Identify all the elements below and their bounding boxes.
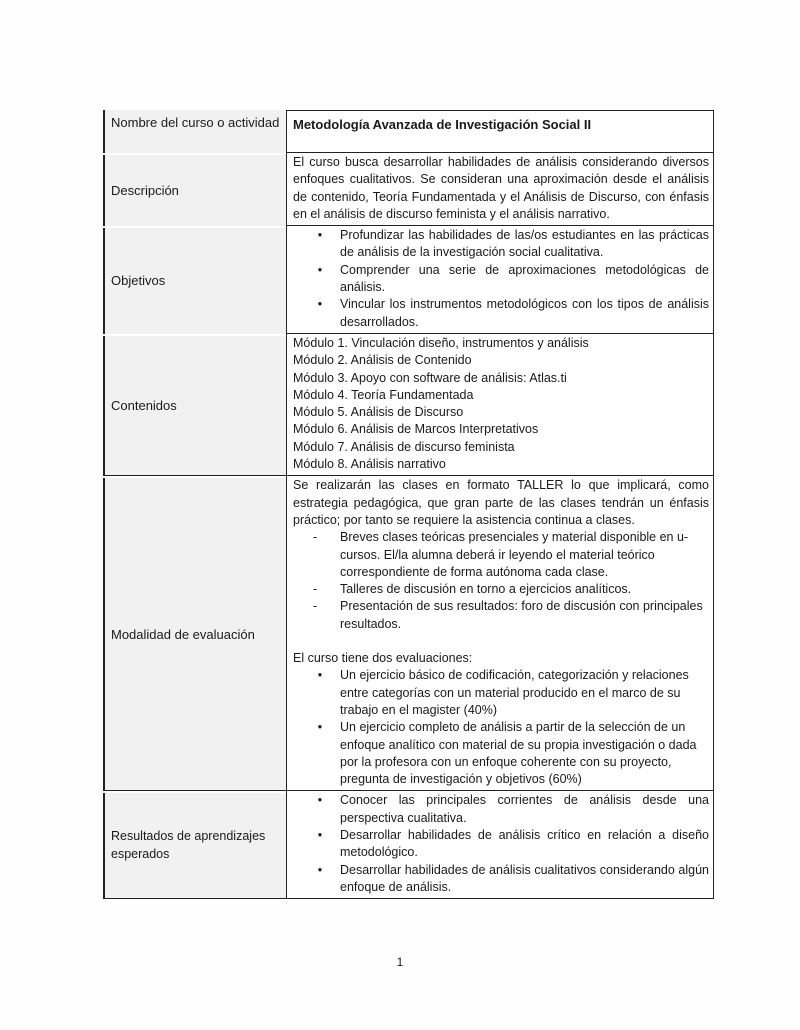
module-item: Módulo 7. Análisis de discurso feminista (293, 439, 515, 454)
module-item: Módulo 3. Apoyo con software de análisis: Atlas.ti (293, 370, 567, 385)
bullet-icon: • (317, 262, 323, 277)
evaluations-list (293, 667, 709, 788)
label-evaluation (103, 478, 286, 791)
cell-learning-outcomes (286, 791, 714, 899)
label-text: Modalidad de evaluación (111, 626, 255, 642)
outcome-item (293, 827, 709, 862)
bullet-icon: • (317, 668, 323, 683)
evaluations-intro: El curso tiene dos evaluaciones: (293, 651, 473, 666)
row-description (103, 153, 714, 226)
cell-evaluation (286, 476, 714, 791)
row-contents (103, 334, 714, 476)
label-text: Resultados de aprendizajes esperados (111, 829, 266, 861)
bullet-icon: • (317, 793, 323, 808)
course-title: Metodología Avanzada de Investigación Social II (293, 117, 592, 132)
label-learning-outcomes (103, 793, 286, 899)
page-number: 1 (396, 955, 404, 969)
outcomes-list (293, 792, 709, 896)
activity-item (293, 598, 709, 633)
evaluation-item (293, 719, 709, 788)
evaluation-intro: Se realizarán las clases en formato TALLER lo que implicará, como estrategia pedagógica, que gran parte de las clases tendrán un énfasis práctico; por tanto se requiere la asistencia continua a clases. (293, 478, 709, 527)
cell-contents (286, 334, 714, 476)
spacer (293, 633, 709, 650)
activity-item (293, 529, 709, 581)
bullet-icon: • (317, 297, 323, 312)
activities-list (293, 529, 709, 633)
module-item: Módulo 5. Análisis de Discurso (293, 405, 464, 420)
cell-course-name (286, 110, 714, 153)
bullet-icon: • (317, 228, 323, 243)
label-objectives (103, 228, 286, 334)
objective-text: Comprender una serie de aproximaciones metodológicas de análisis. (340, 262, 709, 295)
bullet-icon: • (317, 720, 323, 735)
bullet-icon: • (317, 862, 323, 877)
objective-item (293, 296, 709, 331)
outcome-text: Desarrollar habilidades de análisis cualitativos considerando algún enfoque de análisis. (340, 862, 709, 894)
activity-text: Breves clases teóricas presenciales y material disponible en u-cursos. El/la alumna deberá ir leyendo el material teórico correspondiente de forma autónoma cada clase. (340, 530, 689, 579)
label-description (103, 155, 286, 226)
dash-icon: - (313, 530, 318, 545)
module-item: Módulo 2. Análisis de Contenido (293, 353, 472, 368)
module-item: Módulo 6. Análisis de Marcos Interpretativos (293, 422, 539, 437)
label-text: Objetivos (111, 273, 166, 289)
objective-text: Vincular los instrumentos metodológicos con los tipos de análisis desarrollados. (340, 297, 709, 329)
label-text: Descripción (111, 182, 179, 198)
row-course-name (103, 110, 714, 153)
dash-icon: - (313, 582, 318, 597)
description-text: El curso busca desarrollar habilidades de análisis considerando diversos enfoques cualitativos. Se consideran una aproximación desde el análisis de contenido, Teoría Fundamentada y el Análisis de Discurso, con énfasis en el análisis de discurso feminista y el análisis narrativo. (293, 155, 709, 221)
outcome-item (293, 792, 709, 827)
course-info-table (103, 110, 714, 899)
label-text: Contenidos (111, 397, 177, 413)
objectives-list (293, 227, 709, 331)
activity-text: Presentación de sus resultados: foro de discusión con principales resultados. (340, 599, 703, 631)
evaluation-item (293, 667, 709, 719)
activity-text: Talleres de discusión en torno a ejercicios analíticos. (340, 582, 632, 597)
bullet-icon: • (317, 827, 323, 842)
row-objectives (103, 226, 714, 334)
label-contents (103, 336, 286, 476)
outcome-text: Desarrollar habilidades de análisis crítico en relación a diseño metodológico. (340, 827, 709, 860)
outcome-text: Conocer las principales corrientes de análisis desde una perspectiva cualitativa. (340, 793, 709, 825)
outcome-item (293, 862, 709, 897)
label-text: Nombre del curso o actividad (111, 115, 280, 130)
cell-objectives (286, 226, 714, 334)
objective-item (293, 227, 709, 262)
evaluation-text: Un ejercicio completo de análisis a partir de la selección de un enfoque analítico con material de su propia investigación o dada por la profesora con un enfoque coherente con su proyecto, pregunta de investigación y objetivos (60%) (340, 720, 697, 787)
module-item: Módulo 8. Análisis narrativo (293, 457, 446, 472)
row-learning-outcomes (103, 791, 714, 899)
cell-description (286, 153, 714, 226)
module-item: Módulo 4. Teoría Fundamentada (293, 387, 474, 402)
evaluation-text: Un ejercicio básico de codificación, categorización y relaciones entre categorías con un material producido en el marco de su trabajo en el magister (40%) (340, 668, 689, 717)
row-evaluation (103, 476, 714, 791)
label-course-name (103, 110, 286, 153)
objective-text: Profundizar las habilidades de las/os estudiantes en las prácticas de análisis de la investigación social cualitativa. (340, 228, 709, 260)
objective-item (293, 262, 709, 297)
activity-item (293, 581, 709, 598)
dash-icon: - (313, 599, 318, 614)
module-item: Módulo 1. Vinculación diseño, instrumentos y análisis (293, 335, 589, 350)
